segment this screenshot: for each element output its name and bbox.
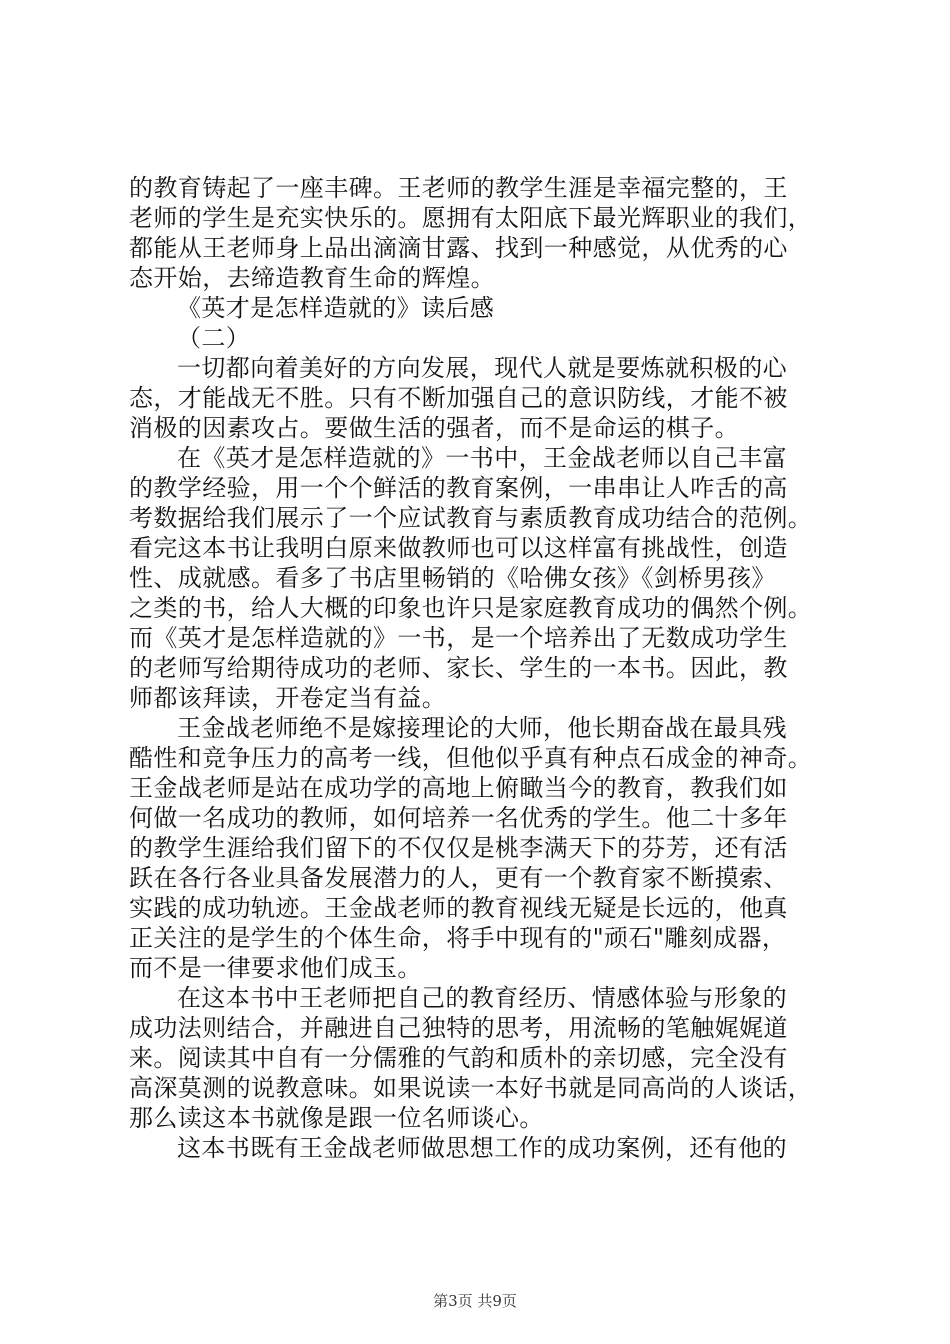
text-line: 师都该拜读，开卷定当有益。 (129, 684, 447, 712)
text-line: 在《英才是怎样造就的》一书中，王金战老师以自己丰富 (177, 444, 787, 472)
text-line: 何做一名成功的教师，如何培养一名优秀的学生。他二十多年 (129, 804, 788, 832)
text-line: 性、成就感。看多了书店里畅销的《哈佛女孩》《剑桥男孩》 (129, 564, 776, 592)
text-line: 王金战老师是站在成功学的高地上俯瞰当今的教育，教我们如 (129, 774, 788, 802)
text-line: 跃在各行各业具备发展潜力的人，更有一个教育家不断摸索、 (129, 864, 788, 892)
text-line: 成功法则结合，并融进自己独特的思考，用流畅的笔触娓娓道 (129, 1014, 788, 1042)
text-line: 那么读这本书就像是跟一位名师谈心。 (129, 1104, 544, 1132)
text-line: 的教学生涯给我们留下的不仅仅是桃李满天下的芬芳，还有活 (129, 834, 788, 862)
text-line: 之类的书，给人大概的印象也许只是家庭教育成功的偶然个例。 (129, 594, 813, 622)
text-line: 实践的成功轨迹。王金战老师的教育视线无疑是长远的，他真 (129, 894, 788, 922)
text-line: 正关注的是学生的个体生命，将手中现有的"顽石"雕刻成器， (129, 924, 787, 952)
text-line: 高深莫测的说教意味。如果说读一本好书就是同高尚的人谈话， (129, 1074, 813, 1102)
document-body (129, 173, 829, 1163)
text-line: 老师的学生是充实快乐的。愿拥有太阳底下最光辉职业的我们， (129, 204, 813, 232)
text-line: 消极的因素攻占。要做生活的强者，而不是命运的棋子。 (129, 414, 739, 442)
text-line: （二） (177, 324, 251, 352)
text-line: 考数据给我们展示了一个应试教育与素质教育成功结合的范例。 (129, 504, 813, 532)
text-line: 的教学经验，用一个个鲜活的教育案例，一串串让人咋舌的高 (129, 474, 788, 502)
text-line: 一切都向着美好的方向发展，现代人就是要炼就积极的心 (177, 354, 787, 382)
text-line: 来。阅读其中自有一分儒雅的气韵和质朴的亲切感，完全没有 (129, 1044, 788, 1072)
text-line: 都能从王老师身上品出滴滴甘露、找到一种感觉，从优秀的心 (129, 234, 788, 262)
text-line: 而《英才是怎样造就的》一书，是一个培养出了无数成功学生 (129, 624, 788, 652)
text-line: 而不是一律要求他们成玉。 (129, 954, 422, 982)
text-line: 的教育铸起了一座丰碑。王老师的教学生涯是幸福完整的，王 (129, 174, 788, 202)
text-line: 酷性和竞争压力的高考一线，但他似乎真有种点石成金的神奇。 (129, 744, 813, 772)
text-line: 在这本书中王老师把自己的教育经历、情感体验与形象的 (177, 984, 787, 1012)
text-line: 王金战老师绝不是嫁接理论的大师，他长期奋战在最具残 (177, 714, 787, 742)
page-number-label: 第3页 共9页 (433, 1292, 517, 1310)
text-line: 《英才是怎样造就的》读后感 (177, 294, 495, 322)
text-line: 态开始，去缔造教育生命的辉煌。 (129, 264, 495, 292)
text-line: 看完这本书让我明白原来做教师也可以这样富有挑战性，创造 (129, 534, 788, 562)
text-line: 态，才能战无不胜。只有不断加强自己的意识防线，才能不被 (129, 384, 788, 412)
text-line: 这本书既有王金战老师做思想工作的成功案例，还有他的 (177, 1134, 787, 1162)
page-footer (0, 1290, 950, 1311)
text-line: 的老师写给期待成功的老师、家长、学生的一本书。因此，教 (129, 654, 788, 682)
